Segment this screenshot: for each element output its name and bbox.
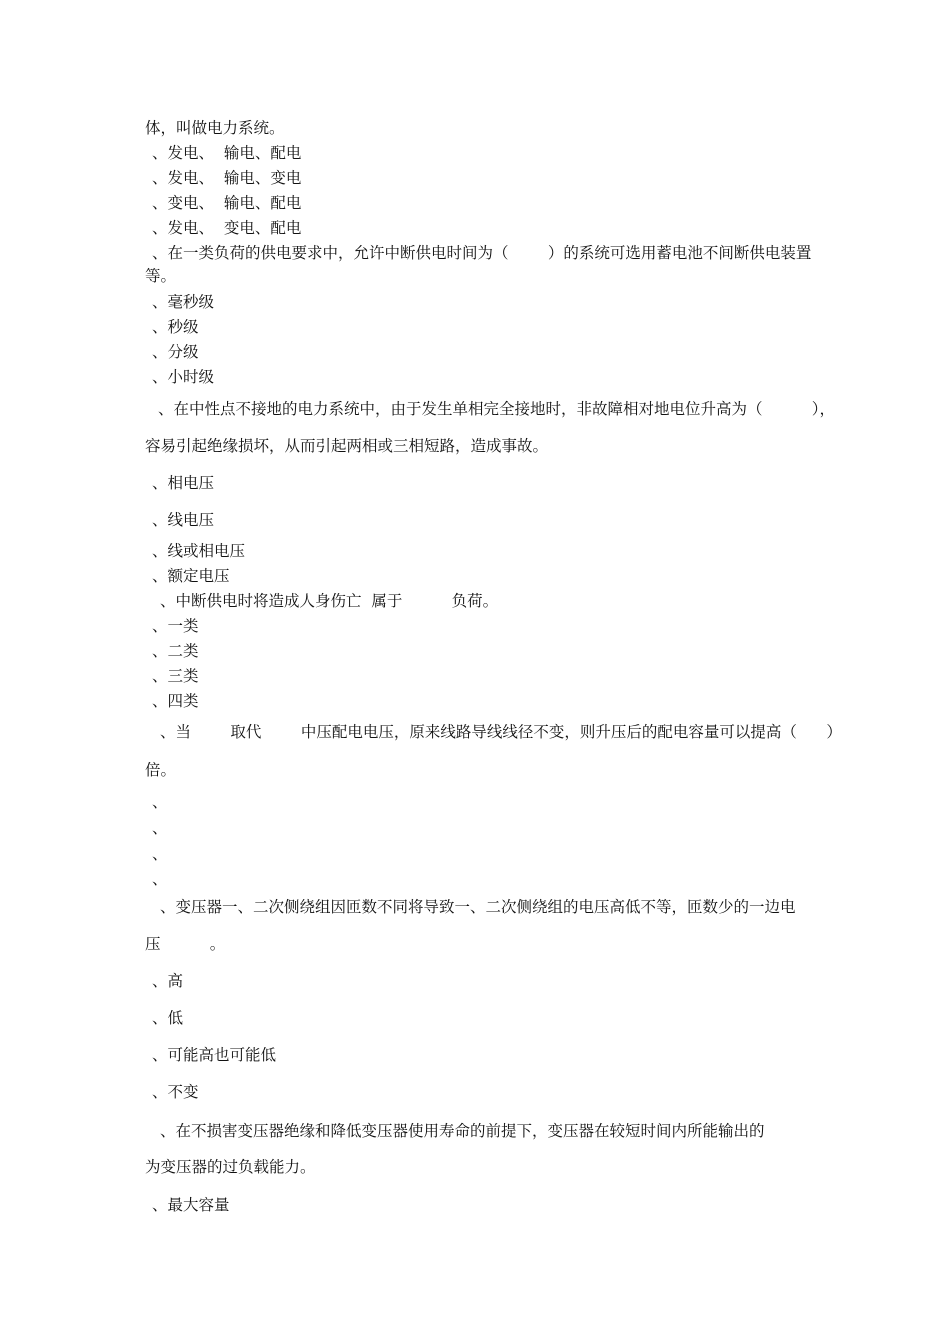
text-line: 、可能高也可能低	[152, 1046, 277, 1064]
text-line: 、秒级	[152, 318, 199, 336]
text-line: 等。	[145, 267, 177, 285]
text-line: 体，叫做电力系统。	[145, 119, 285, 137]
text-line: 、小时级	[152, 368, 215, 386]
text-line: 、二类	[152, 642, 199, 660]
text-line: 、发电、 输电、配电	[152, 144, 302, 162]
text-line: 倍。	[145, 761, 177, 779]
text-line: 、线电压	[152, 511, 215, 529]
text-line: 、在一类负荷的供电要求中，允许中断供电时间为（ ）的系统可选用蓄电池不间断供电装置	[152, 244, 812, 262]
text-line: 、发电、 变电、配电	[152, 219, 302, 237]
text-line: 、中断供电时将造成人身伤亡 属于 负荷。	[160, 592, 499, 610]
text-line: 、变压器一、二次侧绕组因匝数不同将导致一、二次侧绕组的电压高低不等，匝数少的一边电	[160, 898, 796, 916]
text-line: 、低	[152, 1009, 184, 1027]
text-line: 、在中性点不接地的电力系统中，由于发生单相完全接地时，非故障相对地电位升高为（ ），	[158, 400, 836, 418]
text-line: 、变电、 输电、配电	[152, 194, 302, 212]
text-line: 为变压器的过负载能力。	[145, 1158, 316, 1176]
text-line: 、不变	[152, 1083, 199, 1101]
text-line: 、	[152, 793, 168, 811]
text-line: 、	[152, 819, 168, 837]
text-line: 容易引起绝缘损坏，从而引起两相或三相短路，造成事故。	[145, 437, 549, 455]
text-line: 、三类	[152, 667, 199, 685]
text-line: 、发电、 输电、变电	[152, 169, 302, 187]
text-line: 、高	[152, 972, 184, 990]
text-line: 、一类	[152, 617, 199, 635]
text-line: 、四类	[152, 692, 199, 710]
text-line: 、当 取代 中压配电电压，原来线路导线线径不变，则升压后的配电容量可以提高（ ）	[160, 723, 842, 741]
text-line: 压 。	[145, 935, 226, 953]
text-line: 、在不损害变压器绝缘和降低变压器使用寿命的前提下，变压器在较短时间内所能输出的	[160, 1122, 765, 1140]
text-line: 、分级	[152, 343, 199, 361]
text-line: 、最大容量	[152, 1196, 230, 1214]
text-line: 、毫秒级	[152, 293, 215, 311]
text-line: 、线或相电压	[152, 542, 246, 560]
text-line: 、	[152, 845, 168, 863]
text-line: 、相电压	[152, 474, 215, 492]
text-line: 、	[152, 870, 168, 888]
text-line: 、额定电压	[152, 567, 230, 585]
